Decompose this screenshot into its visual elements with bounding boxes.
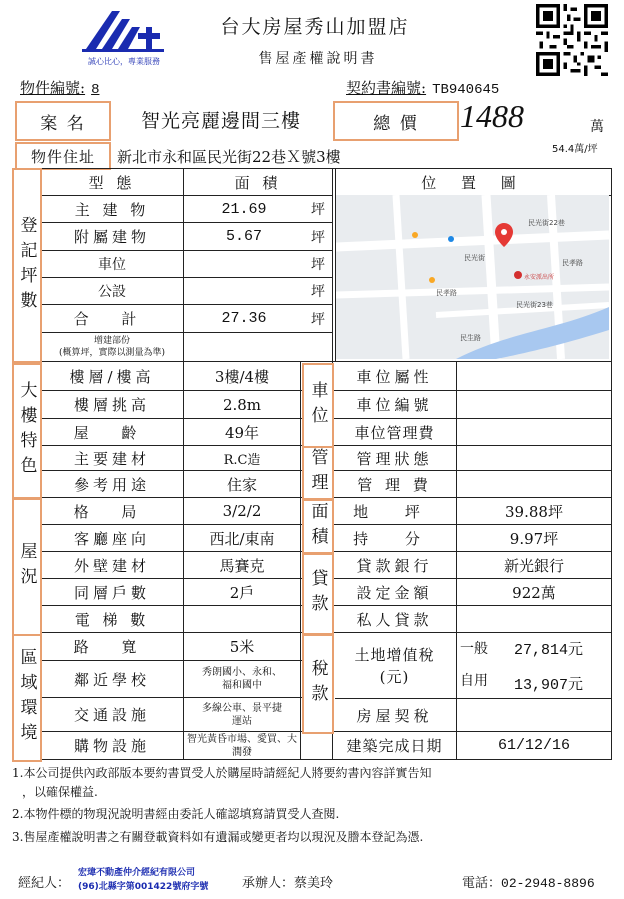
extension-note: 增建部份 (概算坪，實際以測量為準) <box>58 336 166 358</box>
house-tax-label: 房屋契稅 <box>356 706 433 725</box>
building-row-value: 49年 <box>224 423 260 442</box>
reg-row-value: 21.69 <box>221 200 267 218</box>
case-name: 智光亮麗邊間三樓 <box>140 109 301 132</box>
house-row-value: 2戶 <box>229 583 255 602</box>
reg-row-label: 附屬建物 <box>73 228 150 246</box>
brand-title: 台大房屋秀山加盟店 <box>220 16 410 38</box>
area-row-value: 39.88坪 <box>505 502 563 521</box>
tax-self-value: 13,907元 <box>514 677 584 694</box>
map-label: 民光街23巷 <box>516 301 553 309</box>
parking-row-label: 車位屬性 <box>356 367 433 386</box>
reg-row-label: 公設 <box>98 284 126 300</box>
house-row-label: 外壁建材 <box>73 556 150 575</box>
house-tax-value <box>457 699 611 731</box>
loan-row-value: 922萬 <box>512 583 556 602</box>
location-header: 位 置 圖 <box>421 173 526 192</box>
section-registration: 登記坪數 <box>12 168 42 363</box>
building-row-value: 3樓/4樓 <box>214 367 270 386</box>
tax-general-value: 27,814元 <box>514 642 584 659</box>
loan-row-value: 新光銀行 <box>503 556 564 575</box>
house-row-label: 電 梯 數 <box>74 610 150 629</box>
reg-row-value <box>184 251 304 277</box>
map-label: 民光街 <box>464 254 485 262</box>
location-map <box>336 195 609 359</box>
parking-row-value <box>457 362 611 390</box>
parking-row-value <box>457 391 611 418</box>
agent-company: 宏瑋不動產仲介經紀有限公司 (96)北縣字第001422號府字號 <box>78 868 209 892</box>
env-row-label: 交通設施 <box>73 706 150 724</box>
reg-total-value: 27.36 <box>221 310 267 327</box>
section-loan: 貸款 <box>302 553 334 635</box>
logo-slogan: 誠心比心，專業服務 <box>88 57 160 66</box>
section-tax: 稅款 <box>302 634 334 734</box>
tax-general-label: 一般 <box>460 641 488 657</box>
parking-row-label: 車位管理費 <box>354 423 435 442</box>
land-tax-label: 土地增值稅 (元) <box>354 645 435 686</box>
building-row-label: 屋 齡 <box>73 423 151 442</box>
house-row-label: 同層戶數 <box>73 583 150 602</box>
qr-code <box>536 4 608 76</box>
building-row-label: 樓層/樓高 <box>69 367 155 386</box>
address-label: 物件住址 <box>15 142 111 170</box>
reg-total-unit: 坪 <box>311 311 325 328</box>
reg-row-label: 主 建 物 <box>74 200 150 219</box>
section-building: 大樓特色 <box>12 363 42 499</box>
reg-row-value <box>184 278 304 304</box>
section-area: 面積 <box>302 499 334 554</box>
area-header: 面 積 <box>234 173 282 192</box>
area-row-label: 地 坪 <box>353 502 436 521</box>
handler: 承辦人：蔡美玲 <box>242 876 334 891</box>
document-subtitle: 售屋產權說明書 <box>258 51 378 67</box>
management-row-value <box>457 471 611 497</box>
notes <box>12 764 612 846</box>
note-line: 3.售屋產權說明書之有關登載資料如有遺漏或變更者均以現況及謄本登記為憑. <box>12 829 424 844</box>
reg-row-label: 車位 <box>98 257 126 273</box>
map-label: 民孝路 <box>436 289 457 297</box>
building-row-label: 樓層挑高 <box>73 396 150 414</box>
total-price-label: 總 價 <box>333 101 459 141</box>
house-row-value: 馬賽克 <box>219 556 265 575</box>
map-label: 民光街22巷 <box>528 219 565 227</box>
type-header: 型 態 <box>88 173 136 192</box>
map-label: 民孝路 <box>562 259 583 267</box>
unit-price: 54.4萬/坪 <box>552 144 598 155</box>
reg-row-unit: 坪 <box>311 257 325 273</box>
house-row-value <box>184 606 300 632</box>
env-row-value: 秀朗國小、永和、 福和國中 <box>202 667 282 691</box>
total-price: 1488 <box>460 98 524 134</box>
house-row-label: 客廳座向 <box>73 529 150 548</box>
reg-row-unit: 坪 <box>311 202 325 218</box>
area-row-label: 持 分 <box>353 529 436 548</box>
env-row-value: 智光黃昏市場、愛買、大 潤發 <box>187 733 297 758</box>
note-line: 1.本公司提供內政部版本要約書買受人於購屋時請經紀人將要約書內容詳實告知 <box>12 766 432 780</box>
section-house: 屋況 <box>12 498 42 636</box>
env-row-label: 鄰近學校 <box>73 670 150 689</box>
building-row-label: 參考用途 <box>73 475 150 494</box>
house-row-value: 西北/東南 <box>209 529 275 548</box>
building-row-value: R.C造 <box>223 452 261 468</box>
completion-date: 61/12/16 <box>497 737 570 754</box>
loan-row-label: 貸款銀行 <box>356 556 433 575</box>
reg-row-unit: 坪 <box>311 284 325 300</box>
completion-label: 建築完成日期 <box>346 737 443 755</box>
section-management: 管理 <box>302 446 334 500</box>
management-row-label: 管理狀態 <box>356 449 433 468</box>
parking-row-label: 車位編號 <box>356 396 433 414</box>
env-row-label: 購物設施 <box>73 737 150 755</box>
item-number: 物件編號: 8 <box>20 79 100 98</box>
note-line: ，以確保權益. <box>22 784 98 799</box>
map-label: 民生路 <box>460 334 481 342</box>
house-row-value: 3/2/2 <box>222 502 262 520</box>
tax-self-label: 自用 <box>460 673 488 689</box>
price-unit: 萬 <box>590 119 604 135</box>
area-row-value: 9.97坪 <box>509 529 559 548</box>
env-row-value: 5米 <box>229 638 255 656</box>
loan-row-label: 私人貸款 <box>356 610 433 629</box>
loan-row-label: 設定金額 <box>356 583 433 602</box>
section-parking: 車位 <box>302 363 334 448</box>
parking-row-value <box>457 419 611 445</box>
env-row-value: 多線公車、景平捷 運站 <box>202 702 282 727</box>
reg-row-unit: 坪 <box>311 229 325 246</box>
house-row-label: 格 局 <box>73 502 151 521</box>
phone: 電話：02-2948-8896 <box>462 876 595 891</box>
agent-label: 經紀人： <box>18 876 71 891</box>
map-label: 永安派出所 <box>524 274 555 281</box>
management-row-label: 管 理 費 <box>357 475 432 494</box>
address: 新北市永和區民光街22巷Ｘ號3樓 <box>117 148 341 166</box>
building-row-label: 主要建材 <box>73 449 150 468</box>
building-row-value: 2.8m <box>222 395 262 414</box>
env-row-label: 路 寬 <box>73 638 151 656</box>
case-name-label: 案 名 <box>15 101 111 141</box>
note-line: 2.本物件標的物現況說明書經由委託人確認填寫請買受人查閱. <box>12 807 340 821</box>
management-row-value <box>457 446 611 470</box>
section-environment: 區域環境 <box>12 634 42 762</box>
building-row-value: 住家 <box>226 475 257 494</box>
contract-number: 契約書編號: TB940645 <box>346 79 500 98</box>
loan-row-value <box>457 606 611 632</box>
reg-row-value: 5.67 <box>225 228 262 245</box>
reg-total-label: 合 計 <box>73 310 151 328</box>
